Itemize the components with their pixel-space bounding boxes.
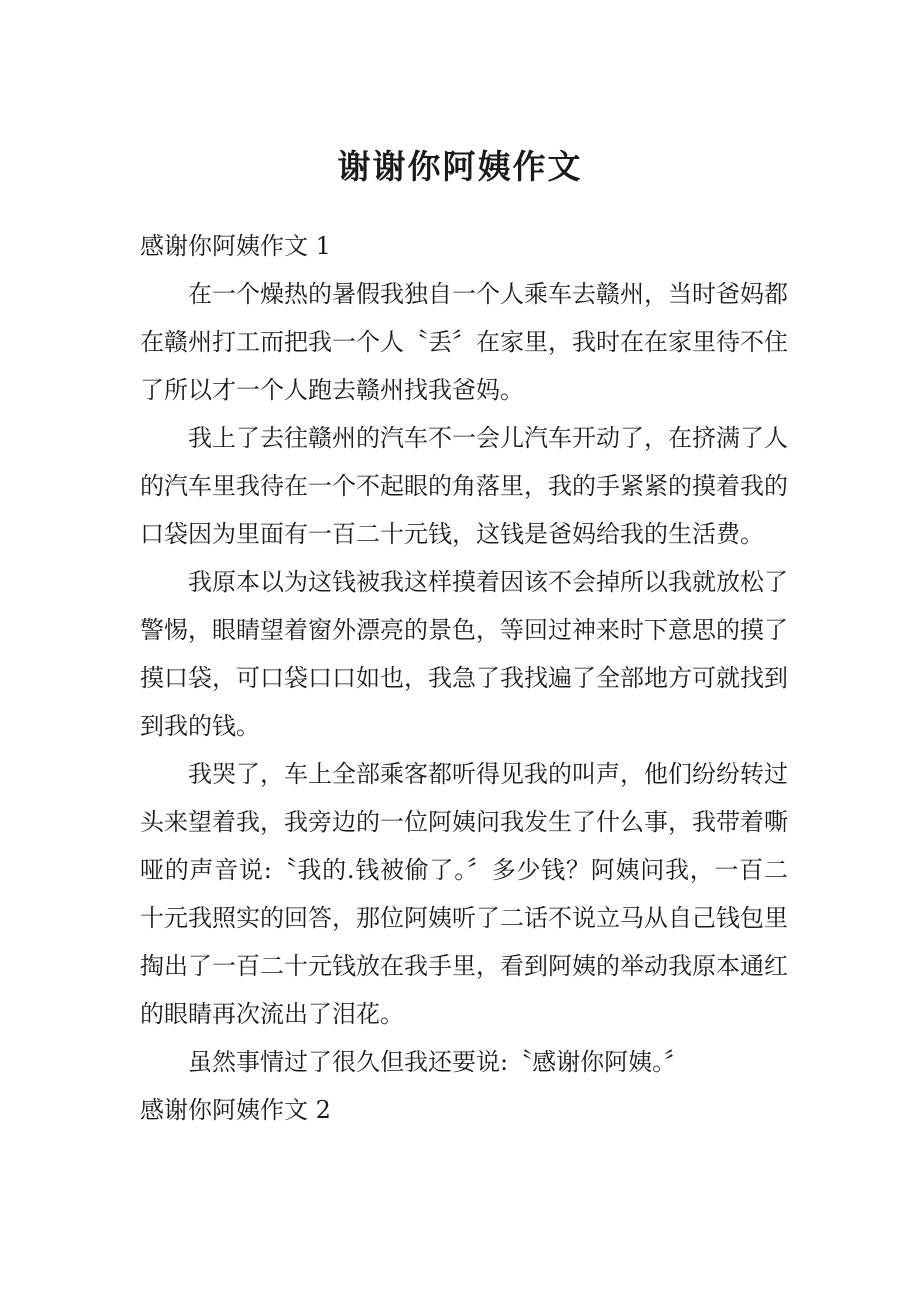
paragraph: 我哭了，车上全部乘客都听得见我的叫声，他们纷纷转过头来望着我，我旁边的一位阿姨问我发生了什么事，我带着嘶哑的声音说:〝我的.钱被偷了。〞多少钱？阿姨问我，一百二十元我照实的回答，那位阿姨听了二话不说立马从自己钱包里掏出了一百二十元钱放在我手里，看到阿姨的举动我原本通红的眼睛再次流出了泪花。: [140, 760, 788, 1028]
paragraph: 在一个燥热的暑假我独自一个人乘车去赣州，当时爸妈都在赣州打工而把我一个人〝丢〞在家里，我时在在家里待不住了所以才一个人跑去赣州找我爸妈。: [140, 280, 788, 404]
document-body: [140, 222, 788, 1134]
paragraph: 虽然事情过了很久但我还要说:〝感谢你阿姨。〞: [188, 1048, 689, 1076]
section-heading: 感谢你阿姨作文 1: [140, 232, 331, 260]
document-title: 谢谢你阿姨作文: [337, 147, 583, 186]
paragraph: 我上了去往赣州的汽车不一会儿汽车开动了，在挤满了人的汽车里我待在一个不起眼的角落里，我的手紧紧的摸着我的口袋因为里面有一百二十元钱，这钱是爸妈给我的生活费。: [140, 424, 788, 548]
section-heading: 感谢你阿姨作文 2: [140, 1096, 331, 1124]
paragraph: 我原本以为这钱被我这样摸着因该不会掉所以我就放松了警惕，眼睛望着窗外漂亮的景色，等回过神来时下意思的摸了摸口袋，可口袋口口如也，我急了我找遍了全部地方可就找到到我的钱。: [140, 568, 788, 740]
